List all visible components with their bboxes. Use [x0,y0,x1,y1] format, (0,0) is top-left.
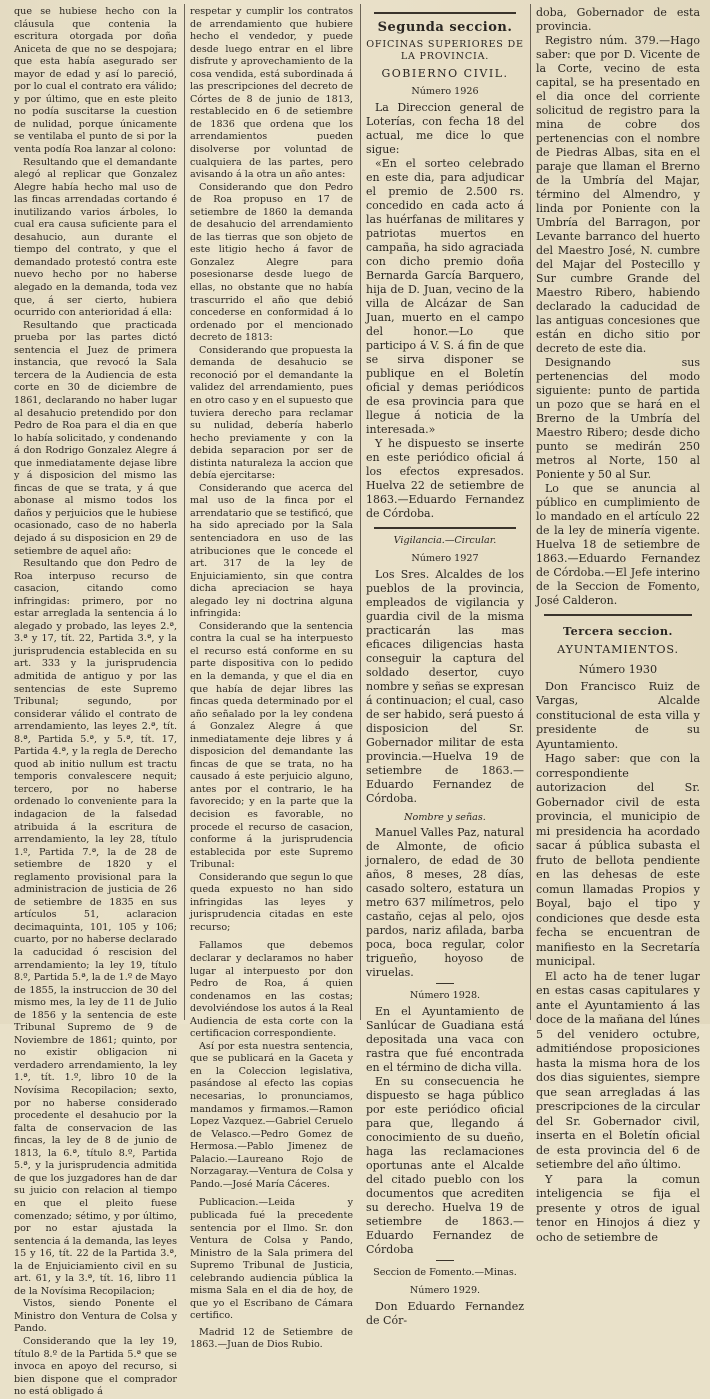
paragraph: Don Eduardo Fernandez de Cór- [366,1300,524,1328]
column-rule [530,4,531,1020]
paragraph: Considerando que la ley 19, título 8.º de la Partida 5.ª que se invoca en apoyo del recurso, si bien dispone que el comprador no está obligado á [14,1335,177,1398]
column-2 [190,6,353,1351]
paragraph: Resultando que practicada prueba por las partes dictó sentencia el Juez de primera instancia, que revocó la Sala tercera de la Audiencia de esta corte en 30 de diciembre de 1861, declarando no haber lugar al desahucio pretendido por don Pedro de Roa para el dia en que lo había solicitado, y condenando á don Rodrigo Gonzalez Alegre á que inmediatamente dejase libre y á disposicion del mismo las fincas de que se trata, y á que abonase al mismo todos los daños y perjuicios que le hubiese ocasionado, caso de no haberla dejado á su disposicion en 29 de setiembre de aquel año: [14,319,177,557]
paragraph: En su consecuencia he dispuesto se haga público por este periódico oficial para que, llegando á conocimiento de su dueño, haga las reclamaciones oportunas ante el Alcalde del citado pueblo con los documentos que acrediten su derecho. Huelva 19 de setiembre de 1863.—Eduardo Fernandez de Córdoba [366,1074,524,1256]
paragraph: Considerando que segun lo que queda expuesto no han sido infringidas las leyes y jurisprudencia citadas en este recurso; [190,871,353,933]
divider [436,1260,454,1261]
paragraph: «En el sorteo celebrado en este dia, para adjudicar el premio de 2.500 rs. concedido en cada acto á las huérfanas de militares y patriotas muertos en campaña, ha sido agraciada con dicho premio doña Bernarda García Barquero, hija de D. Juan, vecino de la villa de Alcázar de San Juan, muerto en el campo del honor.—Lo que participo á V. S. á fin de que se sirva disponer se publique en el Boletín oficial y demas periódicos de esa provincia para que llegue á noticia de la interesada.» [366,156,524,436]
notice-number: Número 1926 [411,86,479,98]
section-rule [544,614,692,616]
paragraph: Designando sus pertenencias del modo siguiente: punto de partida un pozo que se hará en el Brerno de la Umbría del Maestro Ribero; desde dicho punto se medirán 250 metros al Norte, 150 al Poniente y 50 al Sur. [536,356,700,481]
paragraph: Considerando que propuesta la demanda de desahucio se reconoció por el demandante la validez del arrendamiento, pues en otro caso y en el supuesto que tuviera derecho para reclamar su nulidad, debería haberlo hecho previamente y con la debida separacion por ser de distinta naturaleza la accion que debía ejercitarse: [190,344,353,482]
notice-heading: Nombre y señas. [404,811,486,823]
subsection-heading: AYUNTAMIENTOS. [557,642,679,656]
paragraph: Considerando que acerca del mal uso de la finca por el arrendatario que se testificó, que ha sido apreciado por la Sala sentenciadora en uso de las atribuciones que le concede el art. 317 de la ley de Enjuiciamiento, sin que contra dicha apreciacion se haya alegado ley ni doctrina alguna infringida: [190,482,353,620]
column-rule [184,4,185,1020]
paragraph: Manuel Valles Paz, natural de Almonte, de oficio jornalero, de edad de 30 años, 8 meses, 28 días, casado soltero, estatura un metro 637 milímetros, pelo castaño, cejas al pelo, ojos pardos, nariz afilada, barba poca, boca regular, color trigueño, hoyoso de viruelas. [366,826,524,980]
notice-heading: Vigilancia.—Circular. [393,534,497,546]
column-4 [536,6,700,1244]
paragraph: Resultando que don Pedro de Roa interpuso recurso de casacion, citando como infringidas: primero, por no estar arreglada la sentencia á lo alegado y probado, las leyes 2.ª, 3.ª y 17, tít. 22, Partida 3.ª, y la jurisprudencia establecida en su art. 333 y la jurisprudencia admitida de antiguo y por las sentencias de este Supremo Tribunal; segundo, por considerar válido el contrato de arrendamiento, las leyes 2.ª, tít. 8.ª, Partida 5.ª, y 5.ª, tít. 17, Partida 4.ª, y la regla de Derecho quod ab initio nullum est tractu temporis convalescere nequit; tercero, por no haberse ordenado lo conveniente para la indagacion de la falsedad atribuida á la escritura de arrendamiento, la ley 28, título 1.º, Partida 7.ª, la de 28 de setiembre de 1820 y el reglamento provisional para la administracion de justicia de 26 de setiembre de 1835 en sus artículos 51, aclaracion decimaquinta, 101, 105 y 106; cuarto, por no haberse declarado la caducidad ó rescision del arrendamiento; la ley 19, título 8.º, Partida 5.ª, la de 1.º de Mayo de 1855, la instruccion de 30 del mismo mes, la ley de 11 de Julio de 1856 y la sentencia de este Tribunal Supremo de 9 de Noviembre de 1861; quinto, por no existir obligacion ni verdadero arrendamiento, la ley 1.ª, tít. 1.º, libro 10 de la Novísima Recopilacion; sexto, por no haberse considerado procedente el desahucio por la falta de conservacion de las fincas, la ley de 8 de junio de 1813, la 6.ª, título 8.º, Partida 5.ª, y la jurisprudencia admitida de que los juzgadores han de dar su juicio con relacion al tiempo en que el pleito fuese comenzado; sétimo, y por último, por no estar ajustada la sentencia á la demanda, las leyes 15 y 16, tít. 22 de la Partida 3.ª, la de Enjuiciamiento civil en su art. 61, y la 3.ª, tít. 16, libro 11 de la Novísima Recopilacion; [14,558,177,1297]
notice-number: Número 1928. [409,990,481,1002]
column-1 [14,6,177,1398]
column-rule [360,4,361,1020]
paragraph: En el Ayuntamiento de Sanlúcar de Guadiana está depositada una vaca con rastra que fué encontrada en el término de dicha villa. [366,1004,524,1074]
paragraph: Considerando que la sentencia contra la cual se ha interpuesto el recurso está conforme en su parte dispositiva con lo pedido en la demanda, y que el dia en que había de dejar libres las fincas queda determinado por el año señalado por la ley condena á Gonzalez Alegre á que inmediatamente deje libres y á disposicion del demandante las fincas de que se trata, no ha causado á este perjuicio alguno, antes por el contrario, le ha favorecido; y en la parte que la decision es favorable, no procede el recurso de casacion, conforme á la jurisprudencia establecida por este Supremo Tribunal: [190,620,353,871]
paragraph: El acto ha de tener lugar en estas casas capitulares y ante el Ayuntamiento á las doce de la mañana del lúnes 5 del venidero octubre, admitiéndose proposiciones hasta la misma hora de los dos dias siguientes, siempre que sean arregladas á las prescripciones de la circular del Sr. Gobernador civil, inserta en el Boletín oficial de esta provincia del 6 de setiembre del año último. [536,969,700,1171]
section-rule [374,12,516,14]
paragraph: Resultando que el demandante alegó al replicar que Gonzalez Alegre había hecho mal uso de las fincas arrendadas cortando é inutilizando varios árboles, lo cual era causa suficiente para el desahucio, aun durante el tiempo del contrato, y que el demandado protestó contra este nuevo hecho por no haberse alegado en la demanda, toda vez que, á ser cierto, hubiera ocurrido con anterioridad á ella: [14,156,177,319]
paragraph: que se hubiese hecho con la cláusula que contenia la escritura otorgada por doña Aniceta de que no se despojara; que esta había asegurado ser mayor de edad y así lo pareció, por lo cual el contrato era válido; y por último, que en este pleito no podía suscitarse la cuestion de nulidad, porque únicamente se ventilaba el punto de si por la venta podía Roa lanzar al colono: [14,6,177,156]
divider [436,983,454,984]
column-3 [366,6,525,1328]
government-heading: GOBIERNO CIVIL. [381,66,509,80]
paragraph: Considerando que don Pedro de Roa propuso en 17 de setiembre de 1860 la demanda de desahucio del arrendamiento de las tierras que son objeto de este litigio hecho á favor de Gonzalez Alegre para posesionarse desde luego de ellas, no obstante que no había trascurrido el año que debió concederse en conformidad á lo ordenado por el mencionado decreto de 1813: [190,181,353,344]
paragraph: doba, Gobernador de esta provincia. [536,6,700,33]
paragraph: Y para la comun inteligencia se fija el presente y otros de igual tenor en Hinojos á diez y ocho de setiembre de [536,1172,700,1244]
paragraph: Hago saber: que con la correspondiente autorizacion del Sr. Gobernador civil de esta provincia, el municipio de mi presidencia ha acordado sacar á pública subasta el fruto de bellota pendiente en las dehesas de este comun llamadas Propios y Boyal, bajo el tipo y condiciones que desde esta fecha se encuentran de manifiesto en la Secretaría municipal. [536,752,700,968]
notice-heading: Seccion de Fomento.—Minas. [373,1266,517,1278]
paragraph: Don Francisco Ruiz de Vargas, Alcalde constitucional de esta villa y presidente de su Ayuntamiento. [536,679,700,751]
section-title: Segunda seccion. [377,20,513,35]
office-heading: OFICINAS SUPERIORES DE LA PROVINCIA. [366,38,524,63]
paragraph: Registro núm. 379.—Hago saber: que por D. Vicente de la Corte, vecino de esta capital, se ha presentado en el dia once del corriente solicitud de registro para la mina de cobre dos pertenencias con el nombre de Piedras Albas, sita en el paraje que llaman el Brerno de la Umbría del Majar, término del Almendro, y linda por Poniente con la Umbría del Barragon, por Levante barranco del huerto del Maestro José, N. cumbre del Majar del Postecillo y Sur cumbre Grande del Maestro Ribero, habiendo declarado la caducidad de las antiguas concesiones que están en dicho sitio por decreto de este dia. [536,34,700,355]
section-title: Tercera seccion. [563,624,673,638]
paragraph: Así por esta nuestra sentencia, que se publicará en la Gaceta y en la Coleccion legislativa, pasándose al efecto las copias necesarias, lo pronunciamos, mandamos y firmamos.—Ramon Lopez Vazquez.—Gabriel Ceruelo de Velasco.—Pedro Gomez de Hermosa.—Pablo Jimenez de Palacio.—Laureano Rojo de Norzagaray.—Ventura de Colsa y Pando.—José María Cáceres. [190,1040,353,1190]
paragraph: Los Sres. Alcaldes de los pueblos de la provincia, empleados de vigilancia y guardia civil de la misma practicarán las mas eficaces diligencias hasta conseguir la captura del soldado desertor, cuyo nombre y señas se expresan á continuacion; el cual, caso de ser habido, será puesto á disposicion del Sr. Gobernador militar de esta provincia.—Huelva 19 de setiembre de 1863.—Eduardo Fernandez de Córdoba. [366,567,525,805]
paragraph: La Direccion general de Loterías, con fecha 18 del actual, me dice lo que sigue: [366,100,524,156]
date-signature: Madrid 12 de Setiembre de 1863.—Juan de Dios Rubio. [190,1326,353,1351]
paragraph: respetar y cumplir los contratos de arrendamiento que hubiere hecho el vendedor, y puede desde luego entrar en el libre disfrute y aprovechamiento de la cosa vendida, está subordinada á las prescripciones del decreto de Córtes de 8 de junio de 1813, restablecido en 6 de setiembre de 1836 que ordena que los arrendamientos pueden disolverse por voluntad de cualquiera de las partes, pero avisando á la otra un año antes: [190,6,353,181]
notice-number: Número 1930 [578,663,658,676]
paragraph: Publicacion.—Leida y publicada fué la precedente sentencia por el Ilmo. Sr. don Ventura de Colsa y Pando, Ministro de la Sala primera del Supremo Tribunal de Justicia, celebrando audiencia pública la misma Sala en el dia de hoy, de que yo el Escribano de Cámara certifico. [190,1197,353,1322]
paragraph: Vistos, siendo Ponente el Ministro don Ventura de Colsa y Pando. [14,1298,177,1335]
paragraph: Lo que se anuncia al público en cumplimiento de lo mandado en el artículo 22 de la ley de minería vigente. Huelva 18 de setiembre de 1863.—Eduardo Fernandez de Córdoba.—El Jefe interino de la Seccion de Fomento, José Calderon. [536,482,700,607]
notice-number: Número 1927 [411,553,479,565]
notice-number: Número 1929. [409,1285,481,1297]
paragraph: Y he dispuesto se inserte en este periódico oficial á los efectos expresados. Huelva 22 de setiembre de 1863.—Eduardo Fernandez de Córdoba. [366,436,524,520]
paragraph: Fallamos que debemos declarar y declaramos no haber lugar al interpuesto por don Pedro de Roa, á quien condenamos en las costas; devolviéndose los autos á la Real Audiencia de esta corte con la certificacion correspondiente. [190,940,353,1040]
divider [374,527,516,529]
